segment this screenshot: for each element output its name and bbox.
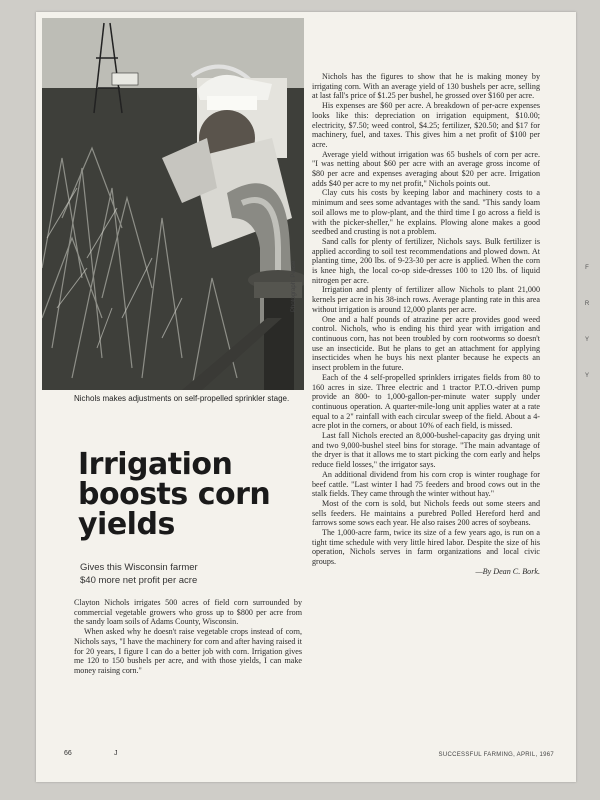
- headline-line-1: Irrigation: [78, 447, 233, 482]
- body-paragraph: Most of the corn is sold, but Nichols feeds out some steers and sells feeders. He maintains a purebred Polled Hereford herd and farrows some sows each year. He also raises 200 acres of soybeans.: [312, 498, 540, 528]
- article-headline: [78, 447, 308, 542]
- farmer-sprinkler-photo: [42, 18, 304, 390]
- body-paragraph: Each of the 4 self-propelled sprinklers irrigates fields from 80 to 160 acres in size. Three electric and 1 tractor P.T.O.-driven pump provide an 800- to 1,000-gallon-per-minute water supply under continuous operation. A quarter-mile-long unit applies water at a rate equal to a 2" rainfall with each circular sweep of the field. About a 4-acre plot in the corners, or about 10% of each field, is missed.: [312, 372, 540, 431]
- right-text-column: [312, 72, 540, 577]
- magazine-page: [36, 12, 576, 782]
- body-paragraph: Average yield without irrigation was 65 bushels of corn per acre. "I was netting about $60 per acre with an average gross income of $80 per acre and expenses averaging about $20 per acre. Irrigation adds $40 per acre to my net profit," Nichols points out.: [312, 149, 540, 188]
- magazine-footer: SUCCESSFUL FARMING, APRIL, 1967: [438, 752, 554, 758]
- body-paragraph: The 1,000-acre farm, twice its size of a few years ago, is run on a tight time schedule with very little hired labor. Despite the size of his operation, Nichols serves in farm organizations and local civic groups.: [312, 528, 540, 567]
- body-paragraph: Last fall Nichols erected an 8,000-bushel-capacity gas drying unit and two 9,000-bushel steel bins for storage. "The main advantage of the dryer is that it allows me to start picking the corn early and helps reduce field losses," the irrigator says.: [312, 431, 540, 470]
- headline-line-3: yields: [78, 507, 175, 542]
- folio-mark: J: [114, 750, 118, 757]
- headline-line-2: boosts corn: [78, 477, 271, 512]
- body-paragraph: Clay cuts his costs by keeping labor and machinery costs to a minimum and sees some advantages with the sand. "This sandy loam soil allows me to plow-plant, and the third time I go across a field is with the picker-sheller," he explains. Plowing alone makes a good seedbed and crusting is not a problem.: [312, 188, 540, 237]
- body-paragraph: One and a half pounds of atrazine per acre provides good weed control. Nichols, who is ending his third year with irrigation and continuous corn, has not been troubled by corn rootworms so doesn't use an insecticide. But he plans to get an attachment for applying insecticides when he buys his next planter because he expects an insect problem in the future.: [312, 314, 540, 373]
- edge-mark: Y: [584, 337, 589, 343]
- edge-mark: Y: [584, 373, 589, 379]
- edge-marks: [583, 250, 591, 394]
- body-paragraph: Sand calls for plenty of fertilizer, Nichols says. Bulk fertilizer is applied according to soil test recommendations and plowed down. At planting time, 200 lbs. of 9-23-30 per acre is applied. When the corn is knee high, the local co-op side-dresses 100 to 120 lbs. of liquid nitrogen per acre.: [312, 236, 540, 285]
- edge-mark: F: [585, 265, 589, 271]
- body-paragraph: His expenses are $60 per acre. A breakdown of per-acre expenses looks like this: depreciation on irrigation equipment, $10.00; electricity, $7.50; weed control, $4.25; fertilizer, $20.50; and $17 for machinery, fuel, and taxes. This gives him a net profit of $100 per acre.: [312, 101, 540, 149]
- photo-illustration: [42, 18, 304, 390]
- body-paragraph: An additional dividend from his corn crop is winter roughage for beef cattle. "Last winter I had 75 feeders and brood cows out in the stalk fields. They came through the winter without hay.": [312, 469, 540, 499]
- article-deck: [80, 562, 300, 588]
- body-paragraph: Irrigation and plenty of fertilizer allow Nichols to plant 21,000 kernels per acre in his 38-inch rows. Average planting rate in this area without irrigation is around 12,000 plants per acre.: [312, 285, 540, 314]
- body-paragraph: When asked why he doesn't raise vegetable crops instead of corn, Nichols says, "I have the machinery for corn and after having raised it for 20 years, I figure I can do a better job with corn. Irrigation gives me 120 to 150 bushels per acre, and with those yields, I can make money raising corn.": [74, 627, 302, 675]
- deck-line-1: Gives this Wisconsin farmer: [80, 562, 198, 573]
- deck-line-2: $40 more net profit per acre: [80, 574, 198, 586]
- photo-caption: Nichols makes adjustments on self-propelled sprinkler stage.: [74, 394, 290, 403]
- page-number: 66: [64, 750, 72, 757]
- photo-credit: Photograph: Pease: [291, 260, 297, 312]
- left-text-column: [74, 598, 302, 676]
- body-paragraph: Clayton Nichols irrigates 500 acres of field corn surrounded by commercial vegetable growers who gross up to $800 per acre from the sandy loam soils of Adams County, Wisconsin.: [74, 598, 302, 627]
- author-byline: —By Dean C. Bork.: [475, 566, 540, 576]
- body-paragraph: Nichols has the figures to show that he is making money by irrigating corn. With an average yield of 130 bushels per acre, selling at last fall's price of $1.25 per bushel, he grossed over $160 per acre.: [312, 72, 540, 101]
- edge-mark: R: [584, 301, 590, 307]
